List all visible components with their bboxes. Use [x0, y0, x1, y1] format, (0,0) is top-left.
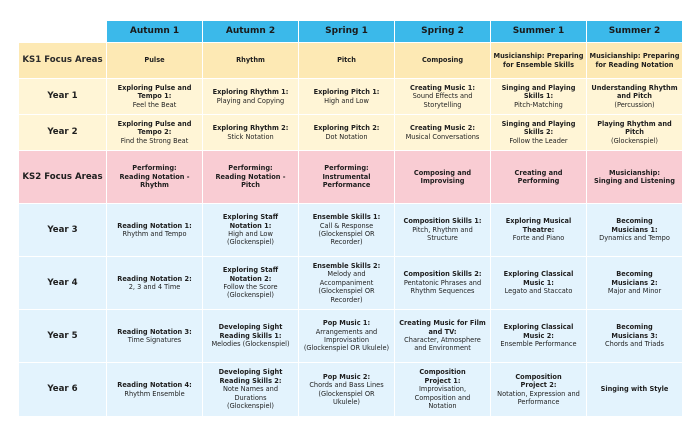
- cell-text-line: (Glockenspiel OR: [318, 389, 375, 398]
- cell-text-line: Composition: [419, 368, 466, 377]
- cell-text-line: Composing and: [413, 168, 472, 177]
- cell-text-line: Music 2:: [523, 331, 554, 340]
- cell-text-line: Composition Skills 2:: [403, 270, 482, 279]
- table-cell: [107, 151, 203, 204]
- table-cell: [395, 257, 491, 310]
- cell-text-line: Musicianship:: [609, 168, 660, 177]
- cell-text-line: and TV:: [428, 327, 457, 336]
- cell-text-line: Improvisation: [324, 336, 369, 344]
- cell-text-line: Rhythm: [140, 181, 169, 190]
- cell-text-line: Pulse: [144, 56, 165, 65]
- cell-text-line: Performing:: [132, 164, 177, 173]
- table-cell: [491, 79, 587, 115]
- table-cell: [491, 310, 587, 363]
- table-cell: [203, 79, 299, 115]
- cell-text-line: Musicians 1:: [611, 225, 658, 234]
- cell-text-line: Stick Notation: [227, 132, 274, 141]
- table-cell: [107, 115, 203, 151]
- cell-text-line: Chords and Bass Lines: [309, 381, 384, 390]
- table-cell: [587, 79, 683, 115]
- table-row-year-6: [19, 363, 683, 417]
- row-label: Year 2: [19, 115, 107, 151]
- cell-text-line: Reading Notation 4:: [117, 381, 192, 390]
- column-header-summer-2: Summer 2: [587, 21, 683, 43]
- cell-text-line: for Reading Notation: [595, 60, 674, 69]
- column-header-spring-1: Spring 1: [299, 21, 395, 43]
- cell-text-line: and Environment: [414, 344, 471, 353]
- cell-text-line: Pentatonic Phrases and: [403, 278, 482, 287]
- curriculum-table: [18, 20, 683, 417]
- cell-text-line: Recorder): [330, 238, 363, 247]
- table-cell: [587, 151, 683, 204]
- cell-text-line: Becoming: [616, 217, 653, 226]
- cell-text-line: Composing: [421, 56, 464, 65]
- cell-text-line: Recorder): [330, 295, 363, 304]
- cell-text-line: Reading Skills 1:: [219, 331, 282, 340]
- table-cell: [299, 79, 395, 115]
- table-cell: [491, 257, 587, 310]
- table-cell: [107, 363, 203, 417]
- cell-text-line: Pop Music 1:: [322, 319, 371, 328]
- cell-text-line: and Pitch: [616, 92, 652, 101]
- cell-text-line: Dynamics and Tempo: [599, 234, 670, 243]
- row-label: Year 6: [19, 363, 107, 417]
- cell-text-line: Find the Strong Beat: [120, 136, 189, 145]
- cell-text-line: Creating Music 1:: [409, 83, 475, 92]
- cell-text-line: Musicians 3:: [611, 331, 658, 340]
- cell-text-line: Musicianship: Preparing: [493, 52, 584, 61]
- cell-text-line: Exploring Pulse and: [117, 83, 192, 92]
- cell-text-line: Skills 2:: [523, 128, 554, 137]
- cell-text-line: Feel the Beat: [132, 100, 177, 109]
- cell-text-line: Composition: [515, 372, 562, 381]
- table-cell: [587, 43, 683, 79]
- cell-text-line: Rhythm: [236, 56, 265, 65]
- cell-text-line: Performance: [517, 397, 560, 406]
- cell-text-line: Exploring Musical: [505, 217, 572, 226]
- table-cell: [491, 43, 587, 79]
- cell-text-line: Pitch: [337, 56, 356, 65]
- cell-text-line: Singing and Playing: [501, 119, 576, 128]
- cell-text-line: Improvisation,: [418, 385, 467, 394]
- cell-text-line: Exploring Pitch 2:: [313, 124, 380, 133]
- cell-text-line: Music 1:: [523, 278, 554, 287]
- table-cell: [587, 204, 683, 257]
- cell-text-line: Singing with Style: [600, 385, 669, 394]
- table-cell: [299, 115, 395, 151]
- cell-text-line: Pitch: [625, 128, 644, 137]
- cell-text-line: Creating and: [514, 168, 563, 177]
- table-cell: [587, 115, 683, 151]
- row-label: KS1 Focus Areas: [19, 43, 107, 79]
- cell-text-line: Singing and Playing: [501, 83, 576, 92]
- cell-text-line: Performing:: [228, 164, 273, 173]
- cell-text-line: High and Low: [228, 230, 273, 238]
- cell-text-line: Melody and: [327, 270, 366, 279]
- cell-text-line: Rhythm Sequences: [410, 287, 475, 296]
- cell-text-line: Pop Music 2:: [322, 372, 371, 381]
- row-label: Year 5: [19, 310, 107, 363]
- cell-text-line: Note Names and: [222, 385, 279, 394]
- table-cell: [395, 310, 491, 363]
- cell-text-line: Character, Atmosphere: [404, 336, 481, 344]
- table-cell: [107, 204, 203, 257]
- cell-text-line: Exploring Classical: [503, 323, 574, 332]
- table-cell: [299, 310, 395, 363]
- row-label: Year 1: [19, 79, 107, 115]
- cell-text-line: Playing and Copying: [216, 96, 285, 105]
- table-cell: [299, 151, 395, 204]
- cell-text-line: Ukulele): [333, 397, 360, 406]
- table-cell: [203, 257, 299, 310]
- table-cell: [203, 151, 299, 204]
- header-row: [19, 21, 683, 43]
- cell-text-line: Storytelling: [423, 100, 462, 109]
- header-corner: [19, 21, 107, 43]
- row-label: Year 3: [19, 204, 107, 257]
- table-cell: [587, 257, 683, 310]
- row-label: Year 4: [19, 257, 107, 310]
- cell-text-line: Exploring Rhythm 2:: [212, 124, 289, 133]
- table-cell: [203, 115, 299, 151]
- table-cell: [395, 43, 491, 79]
- table-cell: [395, 204, 491, 257]
- cell-text-line: Follow the Score: [223, 283, 278, 291]
- cell-text-line: Tempo 2:: [137, 128, 172, 137]
- cell-text-line: Reading Skills 2:: [219, 376, 282, 385]
- cell-text-line: Pitch-Matching: [514, 100, 563, 109]
- table-row-ks1-focus-areas: [19, 43, 683, 79]
- cell-text-line: (Glockenspiel): [227, 402, 274, 411]
- table-cell: [299, 204, 395, 257]
- cell-text-line: 2, 3 and 4 Time: [128, 283, 181, 291]
- cell-text-line: Reading Notation 1:: [117, 221, 192, 230]
- table-row-year-3: [19, 204, 683, 257]
- cell-text-line: Arrangements and: [315, 327, 378, 336]
- cell-text-line: Musicianship: Preparing: [589, 52, 680, 61]
- cell-text-line: Ensemble Skills 1:: [312, 213, 381, 222]
- cell-text-line: Creating Music 2:: [409, 124, 475, 133]
- cell-text-line: Musicians 2:: [611, 278, 658, 287]
- cell-text-line: Project 1:: [424, 376, 461, 385]
- cell-text-line: Follow the Leader: [509, 136, 568, 145]
- cell-text-line: Singing and Listening: [594, 177, 675, 185]
- table-cell: [107, 43, 203, 79]
- cell-text-line: Performing: Instrumental: [322, 164, 371, 181]
- cell-text-line: Becoming: [616, 323, 653, 332]
- cell-text-line: Musical Conversations: [405, 132, 480, 141]
- cell-text-line: Exploring Pitch 1:: [313, 88, 380, 97]
- cell-text-line: (Percussion): [614, 100, 655, 109]
- cell-text-line: (Glockenspiel OR: [318, 287, 375, 296]
- table-cell: [203, 363, 299, 417]
- cell-text-line: Durations: [234, 393, 267, 402]
- cell-text-line: (Glockenspiel OR Ukulele): [303, 344, 390, 353]
- table-cell: [107, 310, 203, 363]
- cell-text-line: Melodies (Glockenspiel): [211, 340, 290, 349]
- cell-text-line: Notation 1:: [229, 221, 272, 230]
- table-cell: [203, 204, 299, 257]
- cell-text-line: Notation: [428, 402, 457, 411]
- table-cell: [491, 363, 587, 417]
- row-label: KS2 Focus Areas: [19, 151, 107, 204]
- cell-text-line: (Glockenspiel): [227, 238, 274, 247]
- table-row-year-2: [19, 115, 683, 151]
- cell-text-line: Structure: [427, 234, 458, 243]
- table-cell: [107, 79, 203, 115]
- cell-text-line: Pitch, Rhythm and: [412, 225, 473, 234]
- cell-text-line: Reading Notation -: [119, 172, 190, 181]
- table-cell: [491, 115, 587, 151]
- cell-text-line: Notation, Expression and: [497, 389, 580, 398]
- cell-text-line: Performing: [517, 177, 560, 185]
- table-cell: [395, 115, 491, 151]
- cell-text-line: Dot Notation: [325, 132, 368, 141]
- cell-text-line: Chords and Triads: [605, 340, 664, 349]
- table-cell: [491, 151, 587, 204]
- table-row-ks2-focus-areas: [19, 151, 683, 204]
- cell-text-line: Legato and Staccato: [504, 287, 573, 296]
- cell-text-line: Performance: [322, 181, 371, 190]
- cell-text-line: Accompaniment: [319, 278, 374, 287]
- cell-text-line: Exploring Rhythm 1:: [212, 88, 289, 97]
- cell-text-line: Reading Notation 3:: [117, 327, 192, 336]
- cell-text-line: Notation 2:: [229, 274, 272, 283]
- table-row-year-4: [19, 257, 683, 310]
- table-cell: [395, 151, 491, 204]
- cell-text-line: Rhythm and Tempo: [122, 230, 187, 238]
- cell-text-line: Exploring Classical: [503, 270, 574, 279]
- cell-text-line: Time Signatures: [127, 336, 182, 344]
- cell-text-line: Sound Effects and: [412, 92, 473, 101]
- cell-text-line: Project 2:: [520, 381, 557, 390]
- cell-text-line: Understanding Rhythm: [591, 83, 678, 92]
- cell-text-line: Reading Notation 2:: [117, 274, 192, 283]
- cell-text-line: Ensemble Skills 2:: [312, 261, 381, 270]
- column-header-summer-1: Summer 1: [491, 21, 587, 43]
- table-cell: [299, 257, 395, 310]
- table-cell: [587, 363, 683, 417]
- column-header-autumn-2: Autumn 2: [203, 21, 299, 43]
- cell-text-line: Exploring Pulse and: [117, 119, 192, 128]
- table-row-year-5: [19, 310, 683, 363]
- cell-text-line: Reading Notation -: [215, 172, 286, 181]
- cell-text-line: Major and Minor: [607, 287, 662, 296]
- table-cell: [395, 363, 491, 417]
- cell-text-line: Developing Sight: [218, 323, 283, 332]
- table-cell: [587, 310, 683, 363]
- cell-text-line: (Glockenspiel): [611, 136, 658, 145]
- cell-text-line: High and Low: [324, 96, 369, 105]
- cell-text-line: (Glockenspiel OR: [318, 230, 375, 238]
- cell-text-line: for Ensemble Skills: [503, 60, 574, 69]
- cell-text-line: Becoming: [616, 270, 653, 279]
- cell-text-line: Rhythm Ensemble: [124, 389, 185, 398]
- cell-text-line: Skills 1:: [523, 92, 554, 101]
- cell-text-line: Playing Rhythm and: [597, 119, 672, 128]
- column-header-autumn-1: Autumn 1: [107, 21, 203, 43]
- table-row-year-1: [19, 79, 683, 115]
- cell-text-line: Composition and: [414, 393, 471, 402]
- cell-text-line: Tempo 1:: [137, 92, 172, 101]
- cell-text-line: (Glockenspiel): [227, 291, 274, 300]
- table-cell: [107, 257, 203, 310]
- column-header-spring-2: Spring 2: [395, 21, 491, 43]
- cell-text-line: Improvising: [420, 177, 465, 185]
- cell-text-line: Call & Response: [319, 221, 374, 230]
- cell-text-line: Creating Music for Film: [399, 319, 486, 328]
- cell-text-line: Developing Sight: [218, 368, 283, 377]
- table-cell: [203, 43, 299, 79]
- cell-text-line: Theatre:: [522, 225, 555, 234]
- table-cell: [299, 363, 395, 417]
- cell-text-line: Composition Skills 1:: [403, 217, 482, 226]
- cell-text-line: Forte and Piano: [512, 234, 565, 243]
- cell-text-line: Exploring Staff: [222, 266, 279, 275]
- cell-text-line: Pitch: [241, 181, 260, 190]
- table-cell: [491, 204, 587, 257]
- table-cell: [395, 79, 491, 115]
- table-cell: [203, 310, 299, 363]
- cell-text-line: Ensemble Performance: [500, 340, 577, 349]
- table-cell: [299, 43, 395, 79]
- cell-text-line: Exploring Staff: [222, 213, 279, 222]
